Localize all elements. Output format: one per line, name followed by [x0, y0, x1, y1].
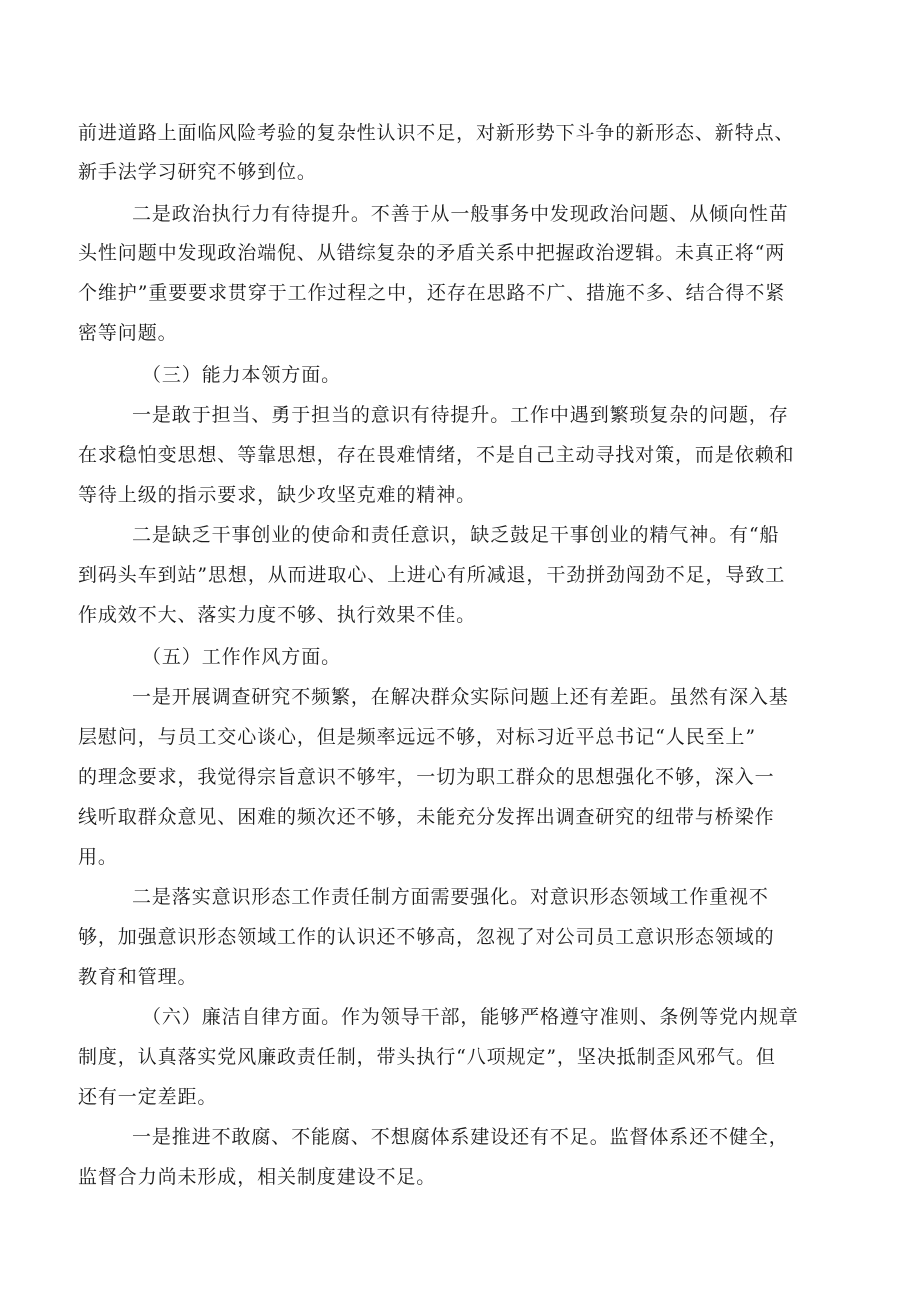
text-line: 新手法学习研究不够到位。 [78, 161, 317, 183]
text-line: 教育和管理。 [78, 966, 198, 988]
text-line: 前进道路上面临风险考验的复杂性认识不足，对新形势下斗争的新形态、新特点、 [78, 122, 795, 144]
text-line: 在求稳怕变思想、等靠思想，存在畏难情绪，不是自己主动寻找对策，而是依赖和 [78, 444, 795, 466]
text-line: 一是推进不敢腐、不能腐、不想腐体系建设还有不足。监督体系还不健全， [132, 1126, 789, 1148]
text-line: 二是缺乏干事创业的使命和责任意识，缺乏鼓足干事创业的精气神。有“船 [132, 524, 780, 546]
text-line: 作成效不大、落实力度不够、执行效果不佳。 [78, 604, 477, 626]
text-line: 二是政治执行力有待提升。不善于从一般事务中发现政治问题、从倾向性苗 [132, 203, 789, 225]
text-line: 头性问题中发现政治端倪、从错综复杂的矛盾关系中把握政治逻辑。未真正将“两 [78, 242, 786, 264]
text-line: 线听取群众意见、困难的频次还不够，未能充分发挥出调查研究的纽带与桥梁作 [78, 806, 775, 828]
section-heading: （六）廉洁自律方面。作为领导干部，能够严格遵守准则、条例等党内规章 [142, 1006, 799, 1028]
text-line: 到码头车到站”思想，从而进取心、上进心有所减退，干劲拼劲闯劲不足，导致工 [78, 564, 786, 586]
section-heading: （三）能力本领方面。 [142, 364, 342, 386]
text-line: 密等问题。 [78, 322, 178, 344]
text-line: 等待上级的指示要求，缺少攻坚克难的精神。 [78, 484, 477, 506]
text-line: 监督合力尚未形成，相关制度建设不足。 [78, 1166, 437, 1188]
text-line: 制度，认真落实党风廉政责任制，带头执行“八项规定”，坚决抵制歪风邪气。但 [78, 1046, 776, 1068]
text-line: 够，加强意识形态领域工作的认识还不够高，忽视了对公司员工意识形态领域的 [78, 926, 775, 948]
text-line: 还有一定差距。 [78, 1086, 218, 1108]
text-line: 层慰问，与员工交心谈心，但是频率远远不够，对标习近平总书记“人民至上” [78, 726, 756, 748]
text-line: 的理念要求，我觉得宗旨意识不够牢，一切为职工群众的思想强化不够，深入一 [78, 766, 775, 788]
text-line: 一是开展调查研究不频繁，在解决群众实际问题上还有差距。虽然有深入基 [132, 686, 789, 708]
text-line: 个维护”重要要求贯穿于工作过程之中，还存在思路不广、措施不多、结合得不紧 [78, 282, 786, 304]
text-line: 用。 [78, 846, 118, 868]
text-line: 二是落实意识形态工作责任制方面需要强化。对意识形态领域工作重视不 [132, 886, 769, 908]
section-heading: （五）工作作风方面。 [142, 646, 342, 668]
text-line: 一是敢于担当、勇于担当的意识有待提升。工作中遇到繁琐复杂的问题，存 [132, 404, 789, 426]
